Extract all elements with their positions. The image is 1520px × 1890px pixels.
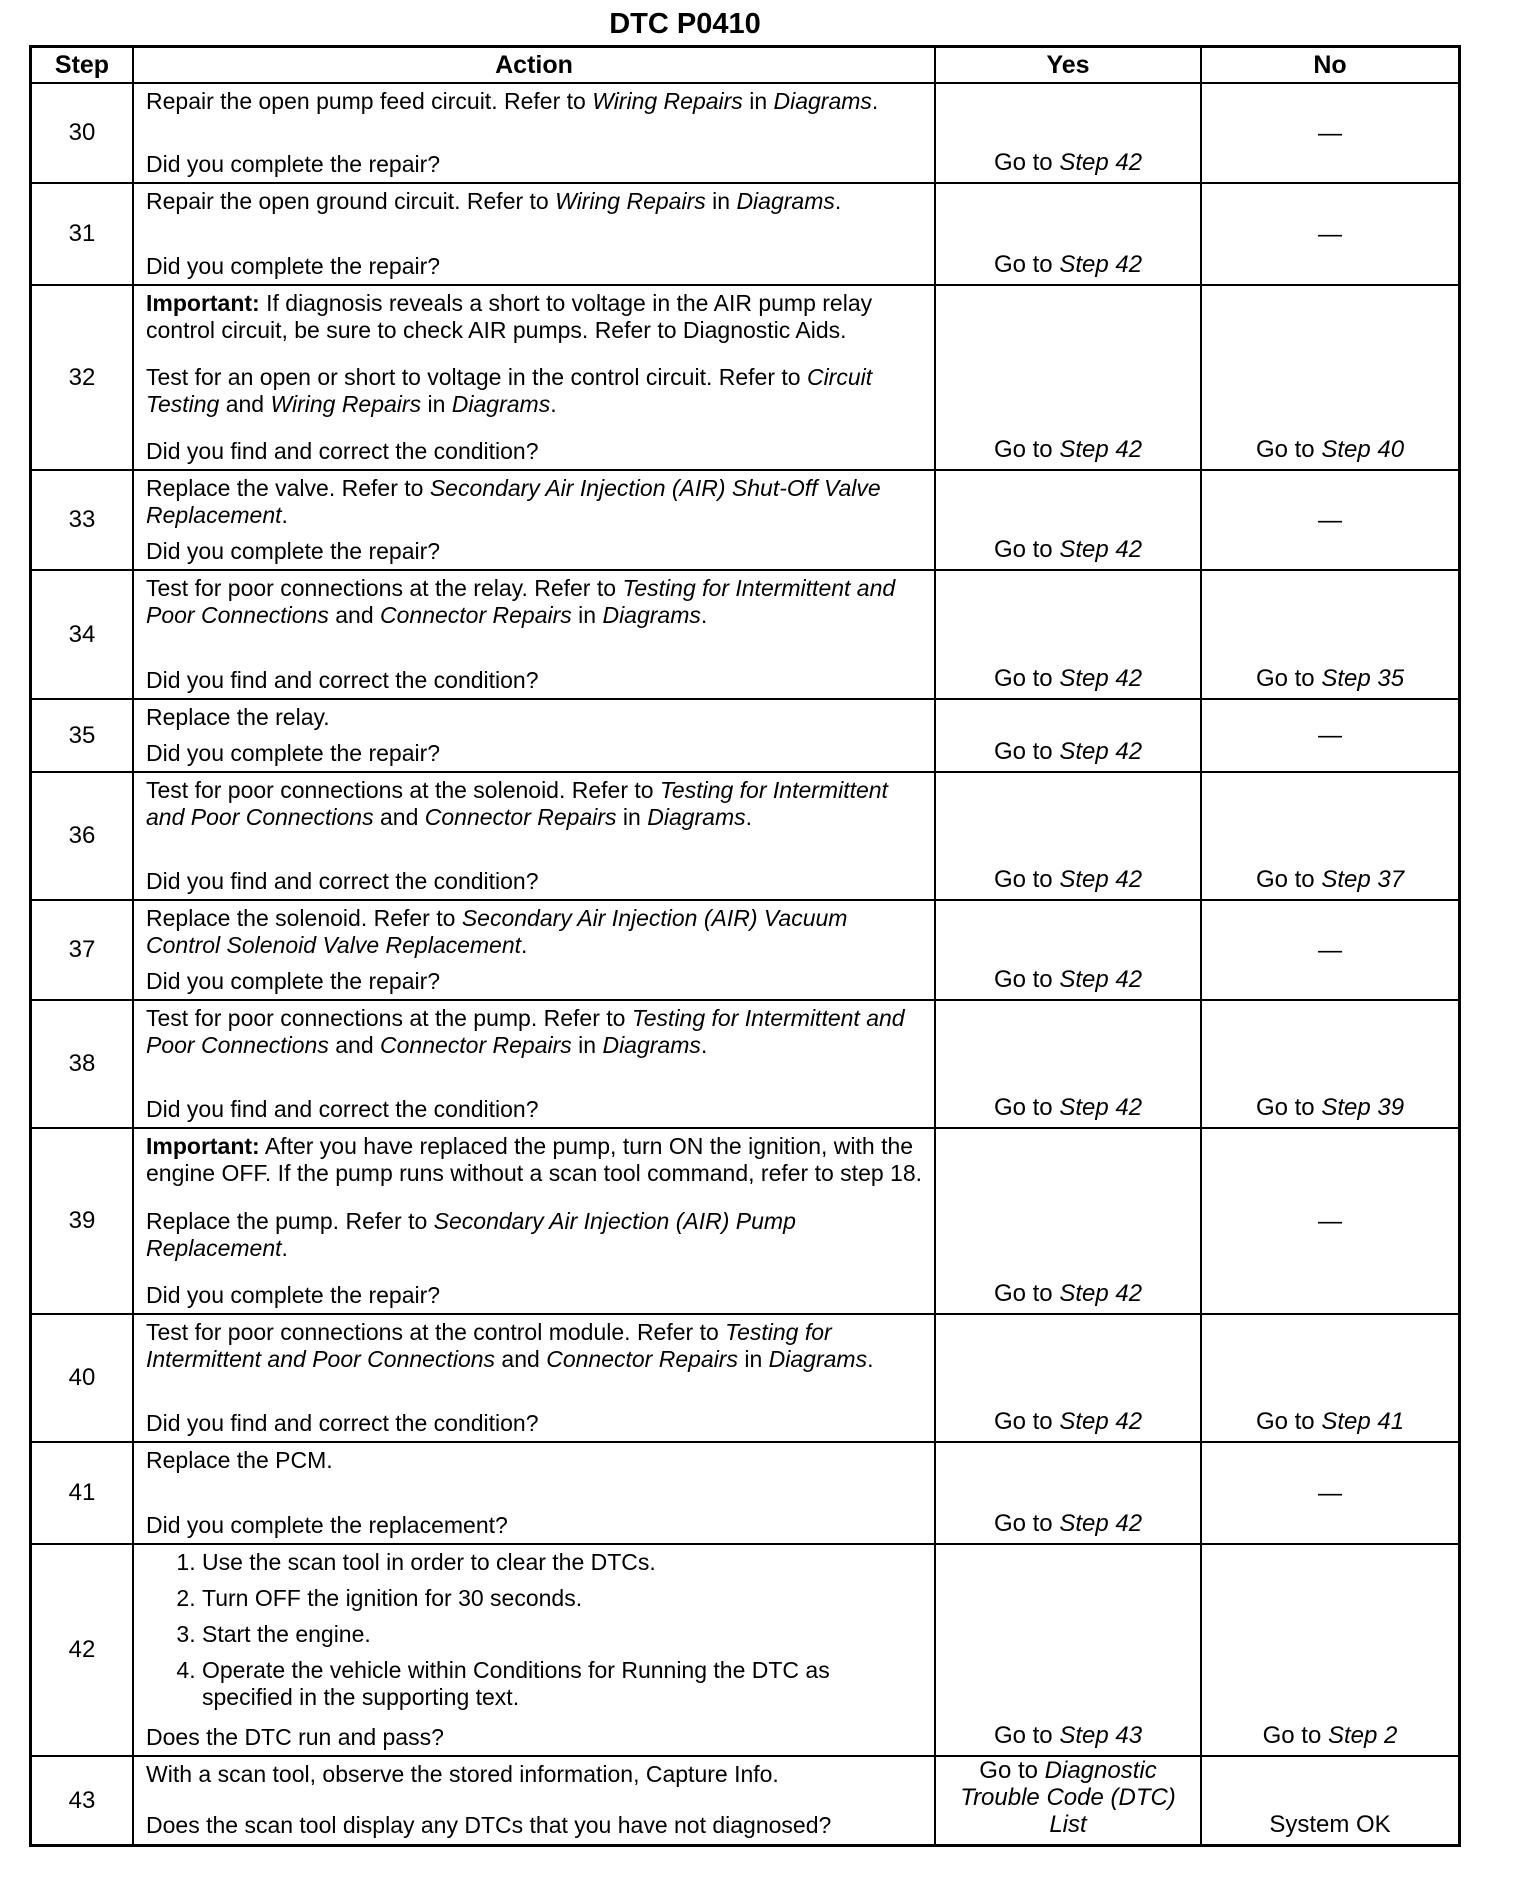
table-row	[31, 470, 1460, 570]
action-cell	[133, 1128, 935, 1314]
action-content	[146, 88, 926, 178]
table-row	[31, 900, 1460, 1000]
text-run: Did you complete the repair?	[146, 1282, 441, 1308]
action-content	[146, 1319, 926, 1437]
no-result: —	[1201, 470, 1460, 570]
text-run: Replace the solenoid. Refer to	[146, 905, 462, 931]
text-run: and	[219, 391, 271, 417]
action-content	[146, 1133, 926, 1309]
text-run: Replace the PCM.	[146, 1447, 333, 1473]
text-run: and	[373, 804, 425, 830]
yes-result	[935, 1442, 1201, 1544]
reference-text: Testing for Intermittent and Poor Connections	[146, 777, 888, 830]
reference-text: Step 42	[1059, 1510, 1143, 1537]
text-run: in	[737, 1346, 769, 1372]
action-paragraph	[146, 1761, 926, 1788]
reference-text: Connector Repairs	[380, 602, 572, 628]
text-run: Replace the valve. Refer to	[146, 475, 430, 501]
action-cell	[133, 285, 935, 470]
reference-text: Diagrams	[602, 1032, 701, 1058]
action-content	[146, 777, 926, 895]
text-run: Does the scan tool display any DTCs that you have not diagnosed?	[146, 1812, 832, 1838]
step-number: 39	[31, 1128, 134, 1314]
text-run: Go to	[993, 1408, 1060, 1435]
text-run: Go to	[993, 1094, 1060, 1121]
action-paragraph	[146, 538, 926, 565]
action-cell	[133, 772, 935, 900]
text-run: Did you find and correct the condition?	[146, 1096, 539, 1122]
action-cell	[133, 900, 935, 1000]
reference-text: Step 40	[1321, 436, 1405, 463]
text-run: .	[700, 602, 708, 628]
text-run: .	[871, 88, 879, 114]
bold-label: Important:	[146, 290, 260, 316]
reference-text: Diagrams	[602, 602, 701, 628]
action-paragraph	[146, 1724, 926, 1751]
table-row	[31, 1128, 1460, 1314]
yes-result	[935, 285, 1201, 470]
reference-text: Secondary Air Injection (AIR) Pump Replacement	[146, 1207, 796, 1261]
yes-result	[935, 183, 1201, 285]
action-content	[146, 1549, 926, 1751]
action-paragraph	[146, 475, 926, 529]
action-paragraph	[146, 740, 926, 767]
table-row	[31, 1442, 1460, 1544]
reference-text: Step 35	[1321, 665, 1405, 692]
reference-text: Testing for Intermittent and Poor Connections	[146, 1319, 832, 1372]
reference-text: Diagrams	[647, 804, 746, 830]
text-run: Replace the relay.	[146, 704, 330, 730]
step-number: 43	[31, 1756, 134, 1846]
text-run: Did you find and correct the condition?	[146, 667, 539, 693]
action-paragraph	[146, 905, 926, 959]
reference-text: Step 42	[1059, 251, 1143, 278]
text-run: .	[700, 1032, 708, 1058]
text-run: Replace the pump. Refer to	[146, 1207, 434, 1234]
text-run: and	[328, 1032, 380, 1058]
text-run: in	[421, 391, 452, 417]
table-row	[31, 183, 1460, 285]
step-number: 32	[31, 285, 134, 470]
header-action: Action	[133, 47, 935, 84]
text-run: Go to	[1255, 665, 1322, 692]
text-run: Test for poor connections at the pump. Refer to	[146, 1005, 632, 1031]
no-result: —	[1201, 1442, 1460, 1544]
reference-text: Connector Repairs	[380, 1032, 572, 1058]
reference-text: Step 37	[1321, 866, 1405, 893]
table-row	[31, 1544, 1460, 1756]
no-result	[1201, 1544, 1460, 1756]
action-paragraph	[146, 575, 926, 629]
yes-result	[935, 1314, 1201, 1442]
action-content	[146, 575, 926, 694]
action-paragraph	[146, 968, 926, 995]
text-run: Go to	[993, 1722, 1060, 1749]
text-run: Go to	[993, 966, 1060, 993]
action-cell	[133, 83, 935, 183]
action-paragraph	[146, 868, 926, 895]
no-result	[1201, 1000, 1460, 1128]
text-run: .	[834, 188, 842, 214]
text-run: Did you complete the repair?	[146, 253, 441, 279]
text-run: .	[867, 1346, 874, 1372]
text-run: .	[281, 1234, 288, 1261]
table-body	[31, 83, 1460, 1846]
table-row	[31, 1756, 1460, 1846]
reference-text: Step 42	[1059, 1408, 1143, 1435]
no-result: —	[1201, 900, 1460, 1000]
no-result: —	[1201, 183, 1460, 285]
action-paragraph	[146, 290, 926, 344]
diagnostic-table	[29, 45, 1461, 1847]
no-result	[1201, 570, 1460, 699]
no-result	[1201, 285, 1460, 470]
step-number: 37	[31, 900, 134, 1000]
action-content	[146, 905, 926, 995]
action-paragraph	[146, 1005, 926, 1059]
text-run: Did you complete the repair?	[146, 538, 441, 564]
text-run: Did you complete the repair?	[146, 740, 441, 766]
text-run: With a scan tool, observe the stored information, Capture Info.	[146, 1761, 779, 1787]
step-number: 34	[31, 570, 134, 699]
step-number: 40	[31, 1314, 134, 1442]
text-run: Go to	[993, 436, 1060, 463]
reference-text: Diagrams	[736, 188, 835, 214]
yes-result	[935, 1000, 1201, 1128]
yes-result	[935, 900, 1201, 1000]
text-run: Go to	[1255, 866, 1322, 893]
action-content	[146, 1761, 926, 1839]
action-paragraph	[146, 1319, 926, 1373]
action-cell	[133, 1544, 935, 1756]
procedure-list	[146, 1549, 926, 1720]
table-row	[31, 699, 1460, 772]
text-run: Repair the open ground circuit. Refer to	[146, 188, 556, 214]
step-number: 35	[31, 699, 134, 772]
reference-text: Step 42	[1059, 149, 1143, 176]
action-cell	[133, 570, 935, 699]
list-item: 3. Start the engine.	[202, 1621, 926, 1648]
reference-text: Secondary Air Injection (AIR) Shut-Off Valve Replacement	[146, 475, 881, 528]
reference-text: Step 42	[1059, 866, 1143, 893]
action-paragraph	[146, 704, 926, 731]
yes-result	[935, 1756, 1201, 1846]
text-run: in	[571, 602, 603, 628]
text-run: After you have replaced the pump, turn ON the ignition, with the engine OFF. If the pump runs without a scan tool command, refer to step 18.	[146, 1133, 923, 1186]
reference-text: Connector Repairs	[424, 804, 617, 830]
text-run: .	[521, 932, 528, 958]
reference-text: Wiring Repairs	[270, 391, 422, 417]
text-run: Go to	[979, 1757, 1045, 1784]
reference-text: Step 2	[1327, 1722, 1398, 1749]
no-result: —	[1201, 1128, 1460, 1314]
table-row	[31, 1314, 1460, 1442]
action-paragraph	[146, 151, 926, 178]
yes-result	[935, 470, 1201, 570]
text-run: Did you complete the replacement?	[146, 1512, 508, 1538]
text-run: Go to	[993, 738, 1060, 765]
reference-text: Wiring Repairs	[592, 88, 743, 114]
action-paragraph	[146, 1512, 926, 1539]
action-content	[146, 188, 926, 280]
action-paragraph	[146, 438, 926, 465]
action-paragraph	[146, 1096, 926, 1123]
action-paragraph	[146, 1133, 926, 1187]
text-run: Test for poor connections at the control module. Refer to	[146, 1319, 726, 1345]
text-run: and	[495, 1346, 547, 1372]
action-content	[146, 704, 926, 767]
action-paragraph	[146, 188, 926, 215]
action-paragraph	[146, 777, 926, 831]
text-run: Go to	[1255, 436, 1322, 463]
header-step: Step	[31, 47, 134, 84]
step-number: 36	[31, 772, 134, 900]
reference-text: Step 41	[1321, 1408, 1405, 1435]
reference-text: Step 39	[1321, 1094, 1405, 1121]
text-run: Go to	[993, 251, 1060, 278]
action-cell	[133, 1314, 935, 1442]
text-run: Go to	[993, 665, 1060, 692]
action-content	[146, 290, 926, 465]
action-paragraph	[146, 1282, 926, 1309]
action-cell	[133, 1756, 935, 1846]
text-run: .	[281, 502, 288, 528]
step-number: 33	[31, 470, 134, 570]
text-run: in	[742, 88, 774, 114]
action-paragraph	[146, 88, 926, 115]
step-number: 42	[31, 1544, 134, 1756]
action-paragraph	[146, 253, 926, 280]
reference-text: Testing for Intermittent and Poor Connections	[146, 575, 896, 628]
reference-text: Connector Repairs	[546, 1346, 738, 1372]
text-run: and	[328, 602, 380, 628]
reference-text: Diagrams	[768, 1346, 868, 1372]
step-number: 41	[31, 1442, 134, 1544]
reference-text: Step 42	[1059, 536, 1143, 563]
action-paragraph	[146, 1208, 926, 1262]
text-run: If diagnosis reveals a short to voltage in the AIR pump relay control circuit, be sure to check AIR pumps. Refer to Diagnostic Aids.	[146, 290, 873, 343]
yes-result	[935, 570, 1201, 699]
reference-text: Diagrams	[773, 88, 872, 114]
action-paragraph	[146, 364, 926, 418]
table-row	[31, 83, 1460, 183]
header-yes: Yes	[935, 47, 1201, 84]
table-row	[31, 285, 1460, 470]
yes-result	[935, 1128, 1201, 1314]
reference-text: Step 42	[1059, 665, 1143, 692]
action-cell	[133, 183, 935, 285]
no-result: —	[1201, 83, 1460, 183]
text-run: Test for poor connections at the relay. Refer to	[146, 575, 623, 601]
step-number: 31	[31, 183, 134, 285]
reference-text: Step 42	[1059, 1094, 1143, 1121]
text-run: Go to	[993, 1280, 1060, 1307]
reference-text: Diagnostic Trouble Code (DTC) List	[960, 1757, 1176, 1838]
reference-text: Circuit Testing	[146, 364, 873, 417]
header-no: No	[1201, 47, 1460, 84]
action-cell	[133, 1000, 935, 1128]
table-row	[31, 570, 1460, 699]
reference-text: Step 42	[1059, 436, 1143, 463]
list-item: 2. Turn OFF the ignition for 30 seconds.	[202, 1585, 926, 1612]
list-item: 4. Operate the vehicle within Conditions for Running the DTC as specified in the supporting text.	[202, 1657, 926, 1711]
text-run: Go to	[1255, 1094, 1322, 1121]
text-run: Go to	[993, 536, 1060, 563]
table-row	[31, 1000, 1460, 1128]
reference-text: Step 42	[1059, 738, 1143, 765]
text-run: Did you complete the repair?	[146, 968, 441, 994]
no-result: —	[1201, 699, 1460, 772]
reference-text: Step 42	[1059, 1280, 1143, 1307]
text-run: in	[705, 188, 737, 214]
yes-result	[935, 83, 1201, 183]
text-run: Did you complete the repair?	[146, 151, 441, 177]
text-run: .	[745, 804, 753, 830]
action-paragraph	[146, 1447, 926, 1474]
text-run: Go to	[1262, 1722, 1328, 1749]
yes-result	[935, 1544, 1201, 1756]
text-run: Does the DTC run and pass?	[146, 1724, 444, 1750]
page-title: DTC P0410	[609, 8, 761, 40]
action-paragraph	[146, 1410, 926, 1437]
action-paragraph	[146, 667, 926, 694]
no-result	[1201, 1314, 1460, 1442]
action-cell	[133, 470, 935, 570]
text-run: in	[571, 1032, 603, 1058]
step-number: 38	[31, 1000, 134, 1128]
yes-result	[935, 699, 1201, 772]
reference-text: Step 42	[1059, 966, 1143, 993]
text-run: Go to	[1255, 1408, 1322, 1435]
action-paragraph	[146, 1812, 926, 1839]
text-run: Test for an open or short to voltage in the control circuit. Refer to	[146, 364, 807, 390]
action-content	[146, 1005, 926, 1123]
action-cell	[133, 1442, 935, 1544]
text-run: Go to	[993, 149, 1060, 176]
yes-result	[935, 772, 1201, 900]
no-result	[1201, 772, 1460, 900]
reference-text: Secondary Air Injection (AIR) Vacuum Control Solenoid Valve Replacement	[146, 905, 848, 958]
table-header-row	[31, 47, 1460, 84]
reference-text: Step 43	[1059, 1722, 1143, 1749]
reference-text: Diagrams	[451, 391, 551, 417]
action-cell	[133, 699, 935, 772]
reference-text: Wiring Repairs	[555, 188, 706, 214]
text-run: Repair the open pump feed circuit. Refer to	[146, 88, 593, 114]
step-number: 30	[31, 83, 134, 183]
reference-text: Testing for Intermittent and Poor Connections	[146, 1005, 905, 1058]
text-run: Did you find and correct the condition?	[146, 438, 539, 464]
text-run: Did you find and correct the condition?	[146, 868, 539, 894]
text-run: Go to	[993, 866, 1060, 893]
table-row	[31, 772, 1460, 900]
action-content	[146, 475, 926, 565]
no-result: System OK	[1201, 1756, 1460, 1846]
text-run: Test for poor connections at the solenoid. Refer to	[146, 777, 660, 803]
list-item: 1. Use the scan tool in order to clear the DTCs.	[202, 1549, 926, 1576]
text-run: Did you find and correct the condition?	[146, 1410, 539, 1436]
action-content	[146, 1447, 926, 1539]
text-run: in	[616, 804, 648, 830]
text-run: Go to	[993, 1510, 1060, 1537]
bold-label: Important:	[146, 1133, 260, 1159]
text-run: .	[550, 391, 557, 417]
